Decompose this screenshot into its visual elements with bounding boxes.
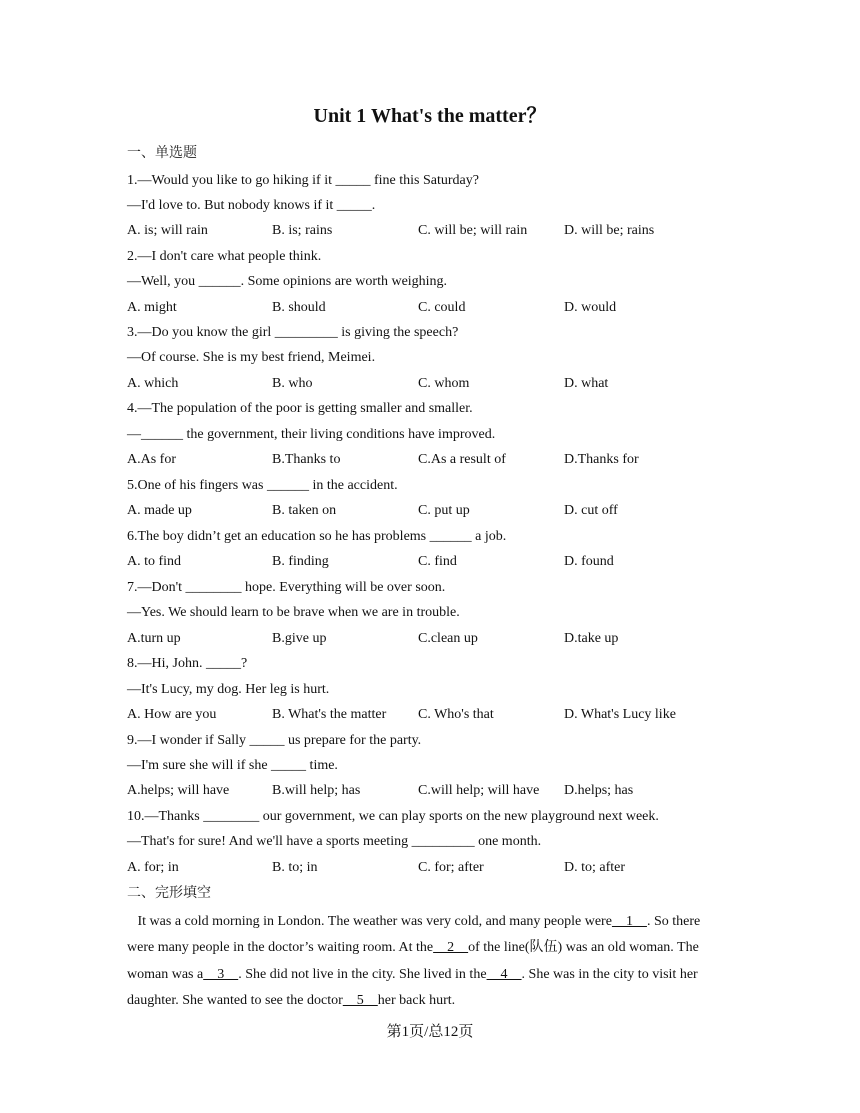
question-8-options [127, 706, 747, 724]
question-6-options [127, 553, 747, 571]
question-10-line-1: 10.—Thanks ________ our government, we can play sports on the new playground next week. [127, 809, 659, 824]
question-9-line-1: 9.—I wonder if Sally _____ us prepare for the party. [127, 733, 422, 748]
blank-3: 3 [203, 967, 239, 982]
blank-5: 5 [342, 993, 378, 1008]
option-a: A. which [127, 376, 179, 391]
option-d: D. to; after [564, 860, 626, 875]
section-heading-single-choice: 一、单选题 [127, 145, 197, 161]
option-b: B.Thanks to [272, 452, 341, 467]
passage-line-2 [127, 939, 733, 957]
option-d: D. cut off [564, 503, 618, 518]
page-number-footer: 第1页/总12页 [386, 1024, 474, 1040]
option-d: D. would [564, 300, 617, 315]
question-6-line-1: 6.The boy didn’t get an education so he has problems ______ a job. [127, 529, 507, 544]
question-3-line-2: —Of course. She is my best friend, Meimei. [127, 350, 376, 365]
option-a: A.As for [127, 452, 176, 467]
option-b: B. finding [272, 554, 329, 569]
question-9-line-2: —I'm sure she will if she _____ time. [127, 758, 338, 773]
option-b: B. who [272, 376, 313, 391]
passage-text: woman was a [127, 967, 204, 982]
option-c: C.will help; will have [418, 783, 540, 798]
passage-text: . She did not live in the city. She lived in the [238, 967, 487, 982]
question-4-line-2: —______ the government, their living conditions have improved. [127, 427, 496, 442]
passage-text: . She was in the city to visit her [521, 967, 698, 982]
passage-line-1 [127, 913, 733, 931]
option-a: A.helps; will have [127, 783, 230, 798]
question-7-line-1: 7.—Don't ________ hope. Everything will be over soon. [127, 580, 446, 595]
option-c: C. find [418, 554, 457, 569]
option-d: D.Thanks for [564, 452, 639, 467]
option-a: A. made up [127, 503, 192, 518]
question-8-line-2: —It's Lucy, my dog. Her leg is hurt. [127, 682, 330, 697]
passage-text: were many people in the doctor’s waiting room. At the [127, 940, 434, 955]
option-b: B. What's the matter [272, 707, 387, 722]
option-a: A. to find [127, 554, 182, 569]
passage-text: her back hurt. [377, 993, 456, 1008]
question-2-options [127, 299, 747, 317]
option-c: C. will be; will rain [418, 223, 528, 238]
option-a: A. How are you [127, 707, 217, 722]
option-c: C. could [418, 300, 466, 315]
page-title: Unit 1 What's the matter？ [313, 105, 547, 127]
section-heading-cloze: 二、完形填空 [127, 885, 211, 901]
question-3-line-1: 3.—Do you know the girl _________ is giving the speech? [127, 325, 459, 340]
question-4-options [127, 451, 747, 469]
passage-text: daughter. She wanted to see the doctor [127, 993, 343, 1008]
blank-1: 1 [611, 914, 647, 929]
question-9-options [127, 782, 747, 800]
question-3-options [127, 375, 747, 393]
question-5-line-1: 5.One of his fingers was ______ in the accident. [127, 478, 398, 493]
option-d: D. found [564, 554, 614, 569]
option-b: B.give up [272, 631, 327, 646]
passage-text: It was a cold morning in London. The weather was very cold, and many people were [127, 914, 612, 929]
option-b: B. to; in [272, 860, 318, 875]
question-2-line-2: —Well, you ______. Some opinions are worth weighing. [127, 274, 448, 289]
question-10-options [127, 859, 747, 877]
option-c: C. whom [418, 376, 470, 391]
option-b: B. should [272, 300, 326, 315]
question-8-line-1: 8.—Hi, John. _____? [127, 656, 248, 671]
passage-line-4 [127, 992, 733, 1010]
option-d: D. What's Lucy like [564, 707, 676, 722]
question-2-line-1: 2.—I don't care what people think. [127, 249, 322, 264]
question-7-options [127, 630, 747, 648]
blank-2: 2 [433, 940, 469, 955]
question-1-line-2: —I'd love to. But nobody knows if it _____. [127, 198, 376, 213]
option-a: A. is; will rain [127, 223, 208, 238]
blank-4: 4 [486, 967, 522, 982]
option-a: A.turn up [127, 631, 181, 646]
option-b: B. is; rains [272, 223, 333, 238]
question-5-options [127, 502, 747, 520]
option-d: D.take up [564, 631, 619, 646]
option-c: C.clean up [418, 631, 478, 646]
option-c: C. Who's that [418, 707, 494, 722]
question-10-line-2: —That's for sure! And we'll have a sports meeting _________ one month. [127, 834, 542, 849]
option-c: C.As a result of [418, 452, 506, 467]
question-4-line-1: 4.—The population of the poor is getting smaller and smaller. [127, 401, 473, 416]
passage-text: . So there [646, 914, 701, 929]
option-d: D. will be; rains [564, 223, 655, 238]
option-c: C. for; after [418, 860, 484, 875]
passage-line-3 [127, 966, 733, 984]
option-d: D. what [564, 376, 609, 391]
option-b: B. taken on [272, 503, 337, 518]
passage-text: of the line(队伍) was an old woman. The [468, 940, 699, 955]
option-a: A. for; in [127, 860, 179, 875]
option-b: B.will help; has [272, 783, 361, 798]
question-1-line-1: 1.—Would you like to go hiking if it _____ fine this Saturday? [127, 173, 479, 188]
question-1-options [127, 222, 747, 240]
option-c: C. put up [418, 503, 470, 518]
option-a: A. might [127, 300, 177, 315]
option-d: D.helps; has [564, 783, 634, 798]
question-7-line-2: —Yes. We should learn to be brave when we are in trouble. [127, 605, 460, 620]
